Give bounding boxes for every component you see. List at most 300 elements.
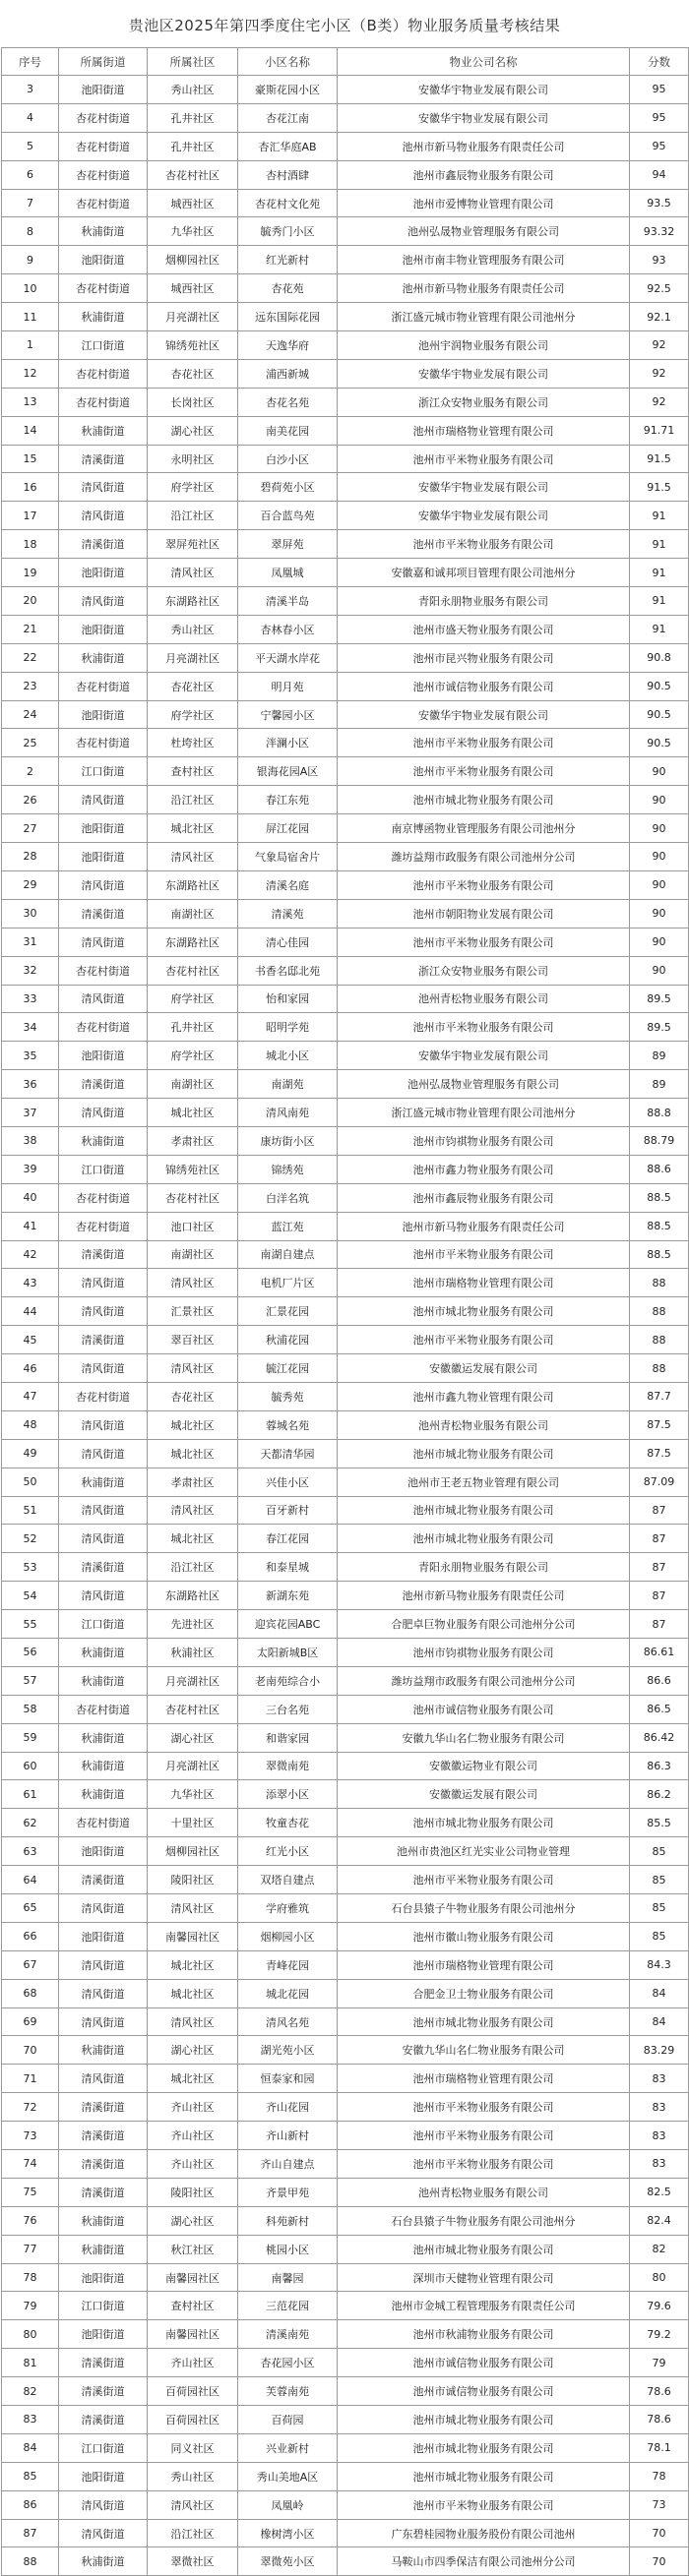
cell-estate: 城北花园 xyxy=(238,1979,338,2007)
cell-company: 池州市城北物业服务有限公司 xyxy=(338,2235,630,2263)
cell-company: 池州市城北物业服务有限公司 xyxy=(338,1809,630,1837)
header-street: 所属街道 xyxy=(59,48,148,76)
cell-community: 清风社区 xyxy=(148,1894,238,1923)
cell-street: 杏花村街道 xyxy=(59,1695,148,1723)
table-row xyxy=(2,1240,689,1269)
cell-estate: 迎宾花园ABC xyxy=(238,1610,338,1639)
cell-street: 秋浦街道 xyxy=(59,217,148,246)
cell-street: 秋浦街道 xyxy=(59,1752,148,1780)
cell-index: 34 xyxy=(2,1013,59,1042)
cell-score: 79 xyxy=(630,2349,689,2377)
header-community: 所属社区 xyxy=(148,48,238,76)
cell-company: 池州市鑫辰物业服务有限公司 xyxy=(338,1183,630,1212)
table-row xyxy=(2,615,689,643)
table-row xyxy=(2,786,689,814)
table-row xyxy=(2,359,689,388)
cell-company: 安徽九华山名仁物业服务有限公司 xyxy=(338,1723,630,1752)
cell-company: 池州市平米物业服务有限公司 xyxy=(338,1013,630,1042)
cell-score: 89 xyxy=(630,1042,689,1070)
cell-score: 92.5 xyxy=(630,274,689,303)
cell-index: 65 xyxy=(2,1894,59,1923)
cell-street: 秋浦街道 xyxy=(59,1780,148,1809)
cell-index: 26 xyxy=(2,786,59,814)
cell-street: 杏花村街道 xyxy=(59,1183,148,1212)
cell-index: 77 xyxy=(2,2235,59,2263)
table-row xyxy=(2,643,689,672)
cell-street: 清风街道 xyxy=(59,1894,148,1923)
cell-score: 84.3 xyxy=(630,1950,689,1979)
cell-street: 池阳街道 xyxy=(59,76,148,104)
cell-community: 百荷园社区 xyxy=(148,2377,238,2406)
cell-index: 19 xyxy=(2,559,59,587)
cell-index: 59 xyxy=(2,1723,59,1752)
table-row xyxy=(2,1326,689,1354)
cell-street: 清风街道 xyxy=(59,587,148,616)
table-row xyxy=(2,1070,689,1099)
cell-index: 27 xyxy=(2,814,59,843)
cell-index: 80 xyxy=(2,2320,59,2349)
table-row xyxy=(2,416,689,445)
cell-street: 清溪街道 xyxy=(59,445,148,473)
cell-estate: 碧荷苑小区 xyxy=(238,473,338,502)
cell-community: 池口社区 xyxy=(148,1212,238,1240)
table-row xyxy=(2,2178,689,2206)
cell-company: 池州市南丰物业管理服务有限公司 xyxy=(338,246,630,274)
cell-street: 秋浦街道 xyxy=(59,2547,148,2576)
cell-index: 22 xyxy=(2,643,59,672)
cell-index: 47 xyxy=(2,1382,59,1410)
cell-street: 清溪街道 xyxy=(59,2150,148,2179)
cell-estate: 书香名邸北苑 xyxy=(238,956,338,985)
cell-company: 安徽嘉和诚邦项目管理有限公司池州分 xyxy=(338,559,630,587)
cell-score: 82.5 xyxy=(630,2178,689,2206)
table-row xyxy=(2,1922,689,1950)
cell-company: 池州市诚信物业服务有限公司 xyxy=(338,1695,630,1723)
cell-score: 83 xyxy=(630,2093,689,2122)
cell-index: 55 xyxy=(2,1610,59,1639)
cell-company: 池州市新马物业服务有限责任公司 xyxy=(338,1212,630,1240)
cell-estate: 太阳新城B区 xyxy=(238,1638,338,1666)
table-header-row xyxy=(2,48,689,76)
cell-company: 潍坊益翔市政服务有限公司池州分公司 xyxy=(338,1666,630,1695)
cell-community: 查村社区 xyxy=(148,2292,238,2320)
cell-company: 池州市平米物业服务有限公司 xyxy=(338,2093,630,2122)
cell-company: 池州市平米物业服务有限公司 xyxy=(338,2122,630,2150)
cell-estate: 红光小区 xyxy=(238,1837,338,1866)
cell-street: 杏花村街道 xyxy=(59,1013,148,1042)
table-row xyxy=(2,1468,689,1496)
cell-community: 先进社区 xyxy=(148,1610,238,1639)
cell-estate: 清溪苑 xyxy=(238,899,338,928)
cell-score: 92 xyxy=(630,331,689,360)
cell-index: 4 xyxy=(2,103,59,132)
cell-estate: 百荷园 xyxy=(238,2406,338,2434)
cell-index: 72 xyxy=(2,2093,59,2122)
cell-score: 73 xyxy=(630,2490,689,2519)
table-row xyxy=(2,1382,689,1410)
cell-community: 杏花社区 xyxy=(148,359,238,388)
cell-score: 88.5 xyxy=(630,1183,689,1212)
cell-index: 44 xyxy=(2,1297,59,1326)
cell-index: 69 xyxy=(2,2007,59,2036)
cell-estate: 凤凰城 xyxy=(238,559,338,587)
cell-street: 清溪街道 xyxy=(59,1553,148,1582)
cell-index: 48 xyxy=(2,1410,59,1439)
cell-estate: 杏林春小区 xyxy=(238,615,338,643)
cell-company: 池州市朝阳物业发展有限公司 xyxy=(338,899,630,928)
table-row xyxy=(2,2235,689,2263)
cell-estate: 浦西新城 xyxy=(238,359,338,388)
cell-community: 秀山社区 xyxy=(148,76,238,104)
cell-community: 杏花村社区 xyxy=(148,1183,238,1212)
cell-estate: 翠屏苑 xyxy=(238,530,338,559)
cell-company: 池州市诚信物业服务有限公司 xyxy=(338,2349,630,2377)
table-row xyxy=(2,985,689,1013)
cell-estate: 清风名苑 xyxy=(238,2007,338,2036)
cell-community: 府学社区 xyxy=(148,700,238,729)
cell-company: 安徽华宇物业发展有限公司 xyxy=(338,473,630,502)
cell-community: 南馨园社区 xyxy=(148,2263,238,2292)
cell-score: 83 xyxy=(630,2122,689,2150)
cell-company: 池州市平米物业服务有限公司 xyxy=(338,1866,630,1894)
cell-score: 90 xyxy=(630,786,689,814)
table-row xyxy=(2,2150,689,2179)
cell-street: 秋浦街道 xyxy=(59,416,148,445)
cell-community: 十里社区 xyxy=(148,1809,238,1837)
cell-community: 九华社区 xyxy=(148,217,238,246)
cell-estate: 泮澜小区 xyxy=(238,729,338,757)
cell-index: 66 xyxy=(2,1922,59,1950)
cell-community: 杏花社区 xyxy=(148,1382,238,1410)
cell-street: 池阳街道 xyxy=(59,559,148,587)
table-body xyxy=(2,76,689,2576)
cell-community: 城西社区 xyxy=(148,274,238,303)
cell-estate: 南美花园 xyxy=(238,416,338,445)
cell-company: 浙江众安物业服务有限公司 xyxy=(338,956,630,985)
cell-score: 86.42 xyxy=(630,1723,689,1752)
cell-score: 86.5 xyxy=(630,1695,689,1723)
cell-street: 杏花村街道 xyxy=(59,160,148,189)
cell-score: 91.5 xyxy=(630,473,689,502)
cell-company: 池州宇润物业服务有限公司 xyxy=(338,331,630,360)
cell-company: 池州市盛天物业服务有限公司 xyxy=(338,615,630,643)
cell-estate: 杏花园小区 xyxy=(238,2349,338,2377)
table-row xyxy=(2,1695,689,1723)
cell-company: 池州市瑞格物业管理有限公司 xyxy=(338,416,630,445)
cell-street: 池阳街道 xyxy=(59,814,148,843)
cell-score: 79.6 xyxy=(630,2292,689,2320)
cell-community: 东湖路社区 xyxy=(148,1582,238,1610)
cell-score: 80 xyxy=(630,2263,689,2292)
table-row xyxy=(2,729,689,757)
cell-score: 90 xyxy=(630,814,689,843)
table-row xyxy=(2,843,689,871)
cell-index: 50 xyxy=(2,1468,59,1496)
cell-company: 池州市平米物业服务有限公司 xyxy=(338,445,630,473)
cell-street: 清溪街道 xyxy=(59,2406,148,2434)
table-row xyxy=(2,1582,689,1610)
cell-street: 清溪街道 xyxy=(59,899,148,928)
cell-street: 清风街道 xyxy=(59,1582,148,1610)
table-row xyxy=(2,672,689,700)
cell-street: 清风街道 xyxy=(59,473,148,502)
table-row xyxy=(2,1752,689,1780)
cell-street: 清溪街道 xyxy=(59,1240,148,1269)
cell-company: 池州市徽山物业服务有限公司 xyxy=(338,1922,630,1950)
cell-index: 57 xyxy=(2,1666,59,1695)
cell-estate: 天逸华府 xyxy=(238,331,338,360)
cell-street: 清风街道 xyxy=(59,1410,148,1439)
cell-estate: 杏汇华庭AB xyxy=(238,132,338,160)
cell-estate: 老南苑综合小 xyxy=(238,1666,338,1695)
cell-score: 86.3 xyxy=(630,1752,689,1780)
cell-index: 23 xyxy=(2,672,59,700)
cell-company: 池州市平米物业服务有限公司 xyxy=(338,2150,630,2179)
cell-estate: 毓江花园 xyxy=(238,1354,338,1383)
cell-street: 江口街道 xyxy=(59,331,148,360)
table-row xyxy=(2,2462,689,2490)
cell-score: 90 xyxy=(630,956,689,985)
cell-company: 安徽徽运发展有限公司 xyxy=(338,1354,630,1383)
table-row xyxy=(2,757,689,786)
cell-index: 63 xyxy=(2,1837,59,1866)
cell-index: 51 xyxy=(2,1496,59,1525)
cell-score: 90.5 xyxy=(630,729,689,757)
cell-street: 杏花村街道 xyxy=(59,1382,148,1410)
cell-street: 杏花村街道 xyxy=(59,388,148,416)
table-row xyxy=(2,1809,689,1837)
cell-estate: 湖光苑小区 xyxy=(238,2036,338,2065)
cell-street: 清溪街道 xyxy=(59,2377,148,2406)
cell-score: 84 xyxy=(630,2007,689,2036)
cell-score: 93.32 xyxy=(630,217,689,246)
cell-street: 杏花村街道 xyxy=(59,1809,148,1837)
cell-community: 孔井社区 xyxy=(148,103,238,132)
cell-score: 78.1 xyxy=(630,2433,689,2462)
cell-score: 92 xyxy=(630,388,689,416)
cell-company: 安徽徽运物业有限公司 xyxy=(338,1752,630,1780)
cell-score: 90 xyxy=(630,928,689,956)
cell-estate: 和泰星城 xyxy=(238,1553,338,1582)
cell-score: 79.2 xyxy=(630,2320,689,2349)
cell-company: 池州市城北物业服务有限公司 xyxy=(338,786,630,814)
cell-estate: 兴佳小区 xyxy=(238,1468,338,1496)
cell-index: 11 xyxy=(2,303,59,331)
cell-company: 池州市钧祺物业服务有限公司 xyxy=(338,1126,630,1155)
cell-street: 清风街道 xyxy=(59,502,148,530)
cell-company: 池州市昆兴物业服务有限公司 xyxy=(338,643,630,672)
cell-company: 池州市平米物业服务有限公司 xyxy=(338,928,630,956)
cell-community: 杜垮社区 xyxy=(148,729,238,757)
cell-estate: 清溪名庭 xyxy=(238,870,338,899)
cell-estate: 清心佳园 xyxy=(238,928,338,956)
cell-index: 10 xyxy=(2,274,59,303)
cell-index: 81 xyxy=(2,2349,59,2377)
table-row xyxy=(2,1979,689,2007)
cell-company: 深圳市天健物业管理有限公司 xyxy=(338,2263,630,2292)
cell-score: 87 xyxy=(630,1496,689,1525)
cell-estate: 清风南苑 xyxy=(238,1099,338,1127)
cell-community: 查村社区 xyxy=(148,757,238,786)
cell-company: 石台县猿子牛物业服务有限公司池州分 xyxy=(338,2206,630,2235)
cell-index: 13 xyxy=(2,388,59,416)
cell-estate: 红光新村 xyxy=(238,246,338,274)
cell-index: 85 xyxy=(2,2462,59,2490)
cell-company: 安徽九华山名仁物业服务有限公司 xyxy=(338,2036,630,2065)
cell-company: 浙江众安物业服务有限公司 xyxy=(338,388,630,416)
cell-estate: 清溪南苑 xyxy=(238,2320,338,2349)
header-score: 分数 xyxy=(630,48,689,76)
cell-index: 75 xyxy=(2,2178,59,2206)
cell-index: 56 xyxy=(2,1638,59,1666)
table-row xyxy=(2,2206,689,2235)
cell-community: 长岗社区 xyxy=(148,388,238,416)
cell-street: 池阳街道 xyxy=(59,615,148,643)
cell-estate: 百牙新村 xyxy=(238,1496,338,1525)
cell-estate: 杏花苑 xyxy=(238,274,338,303)
table-row xyxy=(2,303,689,331)
cell-index: 6 xyxy=(2,160,59,189)
cell-community: 南馨园社区 xyxy=(148,1922,238,1950)
table-row xyxy=(2,1042,689,1070)
cell-index: 8 xyxy=(2,217,59,246)
cell-score: 87 xyxy=(630,1610,689,1639)
cell-estate: 齐山新村 xyxy=(238,2122,338,2150)
cell-community: 南馨园社区 xyxy=(148,2320,238,2349)
cell-index: 20 xyxy=(2,587,59,616)
cell-community: 齐山社区 xyxy=(148,2093,238,2122)
cell-street: 秋浦街道 xyxy=(59,1126,148,1155)
cell-estate: 杏花村文化苑 xyxy=(238,189,338,217)
table-row xyxy=(2,559,689,587)
cell-estate: 宁馨园小区 xyxy=(238,700,338,729)
cell-street: 杏花村街道 xyxy=(59,359,148,388)
cell-estate: 科苑新村 xyxy=(238,2206,338,2235)
table-row xyxy=(2,1155,689,1183)
table-row xyxy=(2,1183,689,1212)
cell-score: 85 xyxy=(630,1922,689,1950)
cell-community: 烟柳园社区 xyxy=(148,1837,238,1866)
cell-estate: 齐山花园 xyxy=(238,2093,338,2122)
table-row xyxy=(2,2036,689,2065)
cell-score: 88.8 xyxy=(630,1099,689,1127)
cell-company: 池州弘晟物业管理服务有限公司 xyxy=(338,217,630,246)
cell-community: 锦绣苑社区 xyxy=(148,331,238,360)
cell-company: 池州弘晟物业管理服务有限公司 xyxy=(338,1070,630,1099)
cell-community: 城北社区 xyxy=(148,1439,238,1468)
cell-community: 城北社区 xyxy=(148,1979,238,2007)
cell-estate: 翠微苑小区 xyxy=(238,2547,338,2576)
cell-index: 46 xyxy=(2,1354,59,1383)
cell-company: 池州市平米物业服务有限公司 xyxy=(338,870,630,899)
cell-score: 88.5 xyxy=(630,1240,689,1269)
cell-score: 95 xyxy=(630,76,689,104)
cell-score: 84 xyxy=(630,1979,689,2007)
table-row xyxy=(2,473,689,502)
cell-estate: 齐山自建点 xyxy=(238,2150,338,2179)
cell-street: 清风街道 xyxy=(59,2065,148,2093)
cell-community: 杏花村社区 xyxy=(148,1695,238,1723)
cell-company: 池州市瑞格物业管理有限公司 xyxy=(338,1269,630,1297)
table-row xyxy=(2,2406,689,2434)
cell-estate: 杏花名苑 xyxy=(238,388,338,416)
cell-index: 3 xyxy=(2,76,59,104)
cell-community: 沿江社区 xyxy=(148,786,238,814)
cell-estate: 银海花园A区 xyxy=(238,757,338,786)
cell-street: 杏花村街道 xyxy=(59,956,148,985)
cell-street: 江口街道 xyxy=(59,757,148,786)
cell-estate: 远东国际花园 xyxy=(238,303,338,331)
cell-index: 14 xyxy=(2,416,59,445)
cell-estate: 天都清华园 xyxy=(238,1439,338,1468)
cell-community: 永明社区 xyxy=(148,445,238,473)
cell-company: 池州青松物业服务有限公司 xyxy=(338,1410,630,1439)
cell-company: 池州市平米物业服务有限公司 xyxy=(338,2490,630,2519)
cell-company: 池州市诚信物业服务有限公司 xyxy=(338,2377,630,2406)
cell-street: 杏花村街道 xyxy=(59,729,148,757)
cell-estate: 秋浦花园 xyxy=(238,1326,338,1354)
cell-index: 33 xyxy=(2,985,59,1013)
cell-index: 25 xyxy=(2,729,59,757)
cell-street: 清风街道 xyxy=(59,1269,148,1297)
cell-estate: 康坊街小区 xyxy=(238,1126,338,1155)
cell-estate: 白沙小区 xyxy=(238,445,338,473)
cell-index: 21 xyxy=(2,615,59,643)
cell-street: 清风街道 xyxy=(59,870,148,899)
cell-estate: 恒泰家和园 xyxy=(238,2065,338,2093)
cell-estate: 青峰花园 xyxy=(238,1950,338,1979)
header-company: 物业公司名称 xyxy=(338,48,630,76)
cell-street: 清溪街道 xyxy=(59,2122,148,2150)
cell-score: 93 xyxy=(630,246,689,274)
cell-community: 齐山社区 xyxy=(148,2122,238,2150)
table-row xyxy=(2,1099,689,1127)
cell-score: 87 xyxy=(630,1553,689,1582)
cell-index: 49 xyxy=(2,1439,59,1468)
cell-company: 合肥金卫士物业服务有限公司 xyxy=(338,1979,630,2007)
cell-community: 清风社区 xyxy=(148,559,238,587)
cell-community: 清风社区 xyxy=(148,843,238,871)
table-row xyxy=(2,2263,689,2292)
cell-street: 池阳街道 xyxy=(59,700,148,729)
table-row xyxy=(2,2377,689,2406)
cell-score: 85.5 xyxy=(630,1809,689,1837)
cell-score: 92.1 xyxy=(630,303,689,331)
cell-community: 清风社区 xyxy=(148,2490,238,2519)
table-row xyxy=(2,928,689,956)
table-row xyxy=(2,1780,689,1809)
cell-estate: 兴业新村 xyxy=(238,2433,338,2462)
cell-community: 齐山社区 xyxy=(148,2349,238,2377)
cell-community: 孔井社区 xyxy=(148,1013,238,1042)
cell-score: 87.5 xyxy=(630,1410,689,1439)
cell-score: 88 xyxy=(630,1326,689,1354)
cell-company: 池州市平米物业服务有限公司 xyxy=(338,757,630,786)
table-row xyxy=(2,2320,689,2349)
cell-score: 91.71 xyxy=(630,416,689,445)
cell-index: 32 xyxy=(2,956,59,985)
cell-estate: 南湖自建点 xyxy=(238,1240,338,1269)
cell-community: 翠微社区 xyxy=(148,2547,238,2576)
cell-score: 82.4 xyxy=(630,2206,689,2235)
cell-estate: 毓秀门小区 xyxy=(238,217,338,246)
cell-index: 52 xyxy=(2,1525,59,1553)
cell-community: 沿江社区 xyxy=(148,1553,238,1582)
cell-index: 5 xyxy=(2,132,59,160)
cell-company: 马鞍山市四季保洁有限公司池州分公司 xyxy=(338,2547,630,2576)
cell-company: 池州市新马物业服务有限责任公司 xyxy=(338,1582,630,1610)
cell-score: 90 xyxy=(630,899,689,928)
